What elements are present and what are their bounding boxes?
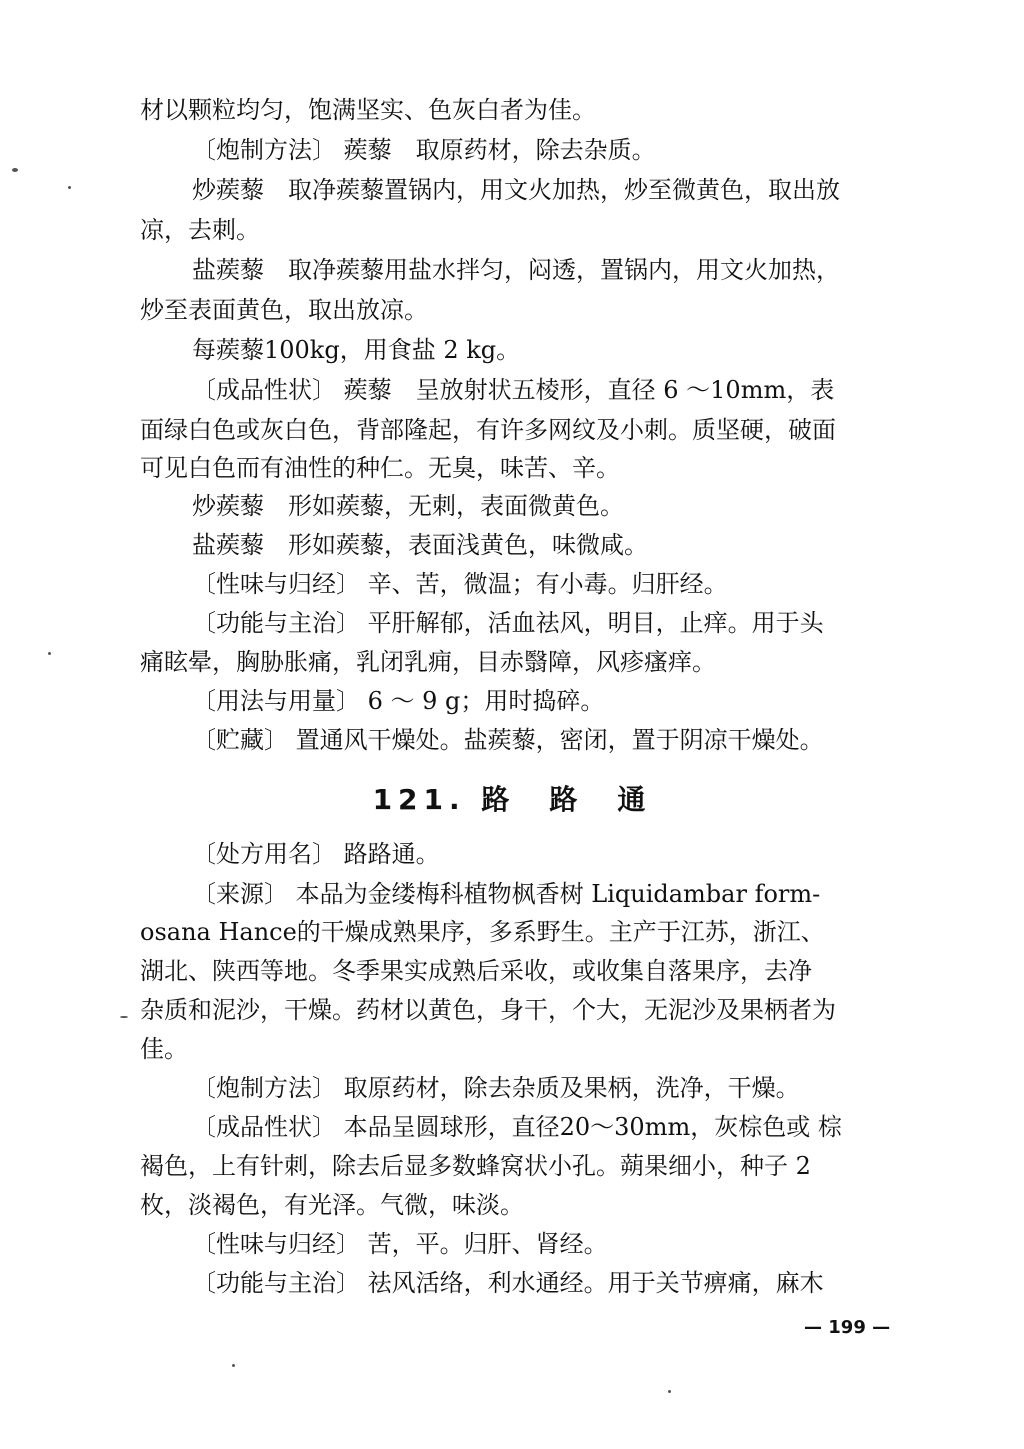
text-line: 痛眩晕，胸胁胀痛，乳闭乳痈，目赤翳障，风疹瘙痒。 (140, 648, 716, 676)
text-line: 〔成品性状〕 本品呈圆球形，直径20～30mm，灰棕色或 棕 (192, 1113, 842, 1141)
text-line: 材以颗粒均匀，饱满坚实、色灰白者为佳。 (140, 96, 596, 124)
text-line: 〔用法与用量〕 6 ～ 9 g；用时捣碎。 (192, 687, 605, 715)
text-line: 炒蒺藜 取净蒺藜置锅内，用文火加热，炒至微黄色，取出放 (192, 176, 840, 204)
scan-speck (12, 168, 18, 172)
text-line: 〔性味与归经〕 辛、苦，微温；有小毒。归肝经。 (192, 570, 728, 598)
text-line: osana Hance的干燥成熟果序，多系野生。主产于江苏，浙江、 (140, 918, 825, 946)
text-line: 枚，淡褐色，有光泽。气微，味淡。 (140, 1191, 524, 1219)
scan-speck (232, 1364, 235, 1367)
scan-speck (48, 652, 51, 655)
text-line: 佳。 (140, 1035, 188, 1063)
text-line: 可见白色而有油性的种仁。无臭，味苦、辛。 (140, 454, 620, 482)
text-line: 炒蒺藜 形如蒺藜，无刺，表面微黄色。 (192, 492, 624, 520)
scan-speck (668, 1390, 671, 1393)
text-line: 凉，去刺。 (140, 216, 260, 244)
text-line: 〔成品性状〕 蒺藜 呈放射状五棱形，直径 6 ～10mm，表 (192, 376, 835, 404)
text-line: 〔性味与归经〕 苦，平。归肝、肾经。 (192, 1230, 608, 1258)
text-line: 杂质和泥沙，干燥。药材以黄色，身干，个大，无泥沙及果柄者为 (140, 996, 836, 1024)
text-line: 褐色，上有针刺，除去后显多数蜂窝状小孔。蒴果细小，种子 2 (140, 1152, 811, 1180)
text-line: 〔来源〕 本品为金缕梅科植物枫香树 Liquidambar form- (192, 880, 821, 908)
text-line: 〔贮藏〕 置通风干燥处。盐蒺藜，密闭，置于阴凉干燥处。 (192, 726, 824, 754)
text-line: 〔炮制方法〕 取原药材，除去杂质及果柄，洗净，干燥。 (192, 1074, 800, 1102)
text-line: 每蒺藜100kg，用食盐 2 kg。 (192, 336, 521, 364)
text-line: 〔功能与主治〕 祛风活络，利水通经。用于关节痹痛，麻木 (192, 1269, 824, 1297)
scan-speck (120, 1016, 128, 1018)
text-line: 盐蒺藜 形如蒺藜，表面浅黄色，味微咸。 (192, 531, 648, 559)
text-line: 〔处方用名〕 路路通。 (192, 840, 440, 868)
text-line: 湖北、陕西等地。冬季果实成熟后采收，或收集自落果序，去净 (140, 957, 812, 985)
text-line: 面绿白色或灰白色，背部隆起，有许多网纹及小刺。质坚硬，破面 (140, 416, 836, 444)
text-line: 盐蒺藜 取净蒺藜用盐水拌匀，闷透，置锅内，用文火加热， (192, 256, 840, 284)
scan-speck (68, 186, 71, 189)
text-line: 〔功能与主治〕 平肝解郁，活血祛风，明目，止痒。用于头 (192, 609, 824, 637)
text-line: 炒至表面黄色，取出放凉。 (140, 296, 428, 324)
page-number: — 199 — (804, 1317, 891, 1338)
section-title: 121. 路 路 通 (372, 783, 652, 816)
text-line: 〔炮制方法〕 蒺藜 取原药材，除去杂质。 (192, 136, 656, 164)
